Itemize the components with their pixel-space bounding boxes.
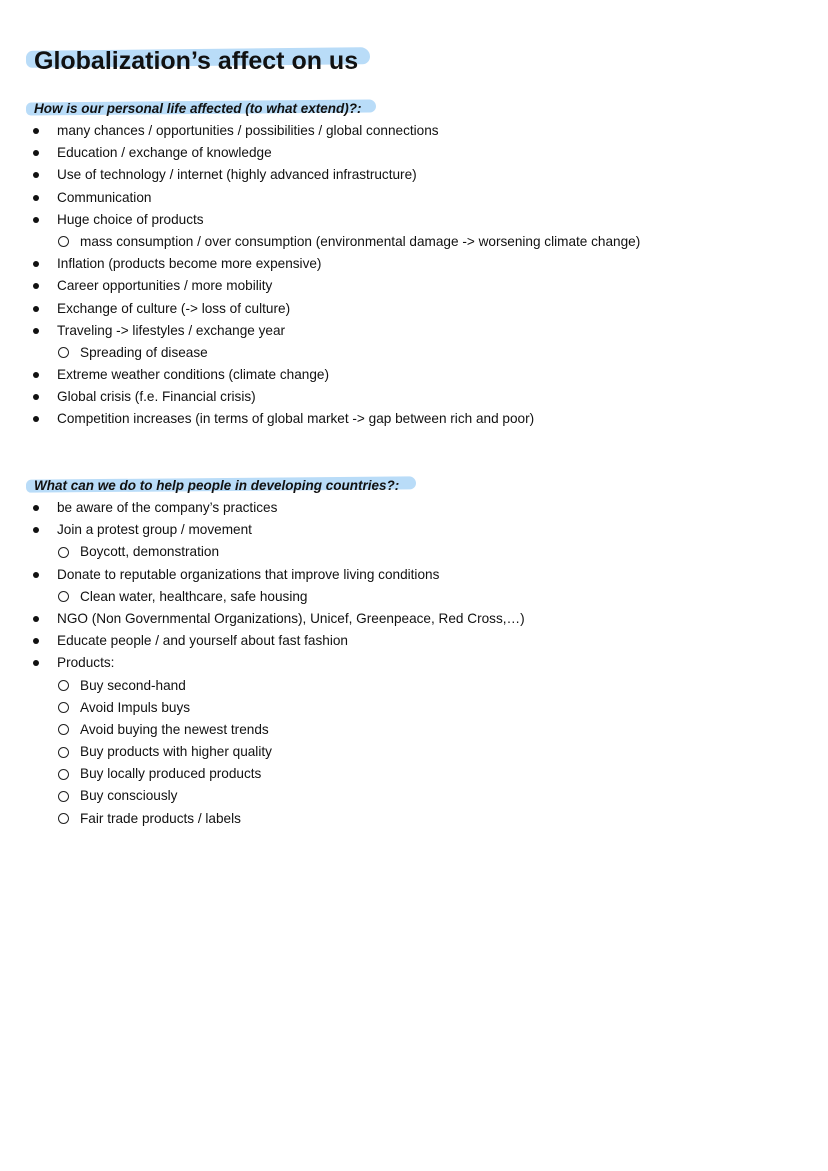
list-item-text: Products: xyxy=(57,655,115,671)
section-heading: What can we do to help people in developing countries?: xyxy=(34,478,400,493)
list-item-text: many chances / opportunities / possibilities / global connections xyxy=(57,123,439,138)
hollow-circle-icon xyxy=(58,813,69,824)
list-item xyxy=(28,187,640,209)
list-item xyxy=(28,519,525,541)
list-item-text: Educate people / and yourself about fast fashion xyxy=(57,633,348,649)
bullet-dot-icon xyxy=(33,217,39,223)
list-item xyxy=(28,408,640,430)
bullet-dot-icon xyxy=(33,394,39,400)
list-item xyxy=(28,120,640,142)
bullet-dot-icon xyxy=(33,150,39,156)
bullet-dot-icon xyxy=(33,306,39,312)
list-item-text: Buy consciously xyxy=(80,788,178,804)
sub-list-item xyxy=(28,785,525,807)
list-item-text: Competition increases (in terms of global market -> gap between rich and poor) xyxy=(57,411,535,427)
sub-list-item xyxy=(28,675,525,697)
list-item-text: Education / exchange of knowledge xyxy=(57,145,272,161)
list-item-text: Traveling -> lifestyles / exchange year xyxy=(57,322,286,338)
list-item-text: Huge choice of products xyxy=(57,211,204,227)
hollow-circle-icon xyxy=(58,591,69,602)
list-item xyxy=(28,253,640,275)
list-item-text: mass consumption / over consumption (environmental damage -> worsening climate change) xyxy=(80,233,641,249)
sub-list-item xyxy=(28,741,525,763)
list-item xyxy=(28,497,525,519)
bullet-list xyxy=(28,120,640,431)
hollow-circle-icon xyxy=(58,347,69,358)
list-item-text: Donate to reputable organizations that improve living conditions xyxy=(57,566,440,582)
list-item xyxy=(28,564,525,586)
list-item xyxy=(28,164,640,186)
list-item-text: Use of technology / internet (highly advanced infrastructure) xyxy=(57,167,417,183)
section-personal-life xyxy=(28,98,640,431)
list-item-text: Buy locally produced products xyxy=(80,766,262,782)
section-heading-block xyxy=(28,475,525,497)
list-item-text: Extreme weather conditions (climate change) xyxy=(57,367,330,383)
list-item xyxy=(28,142,640,164)
list-item xyxy=(28,364,640,386)
bullet-dot-icon xyxy=(33,328,39,334)
list-item xyxy=(28,298,640,320)
hollow-circle-icon xyxy=(58,702,69,713)
list-item xyxy=(28,320,640,342)
hollow-circle-icon xyxy=(58,547,69,558)
bullet-list xyxy=(28,497,525,830)
list-item-text: Avoid Impuls buys xyxy=(80,699,191,715)
sub-list-item xyxy=(28,719,525,741)
list-item-text: Join a protest group / movement xyxy=(57,522,252,538)
list-item-text: Exchange of culture (-> loss of culture) xyxy=(57,300,291,316)
list-item xyxy=(28,386,640,408)
list-item-text: Communication xyxy=(57,189,152,205)
section-help-developing-countries xyxy=(28,475,525,830)
list-item-text: be aware of the company’s practices xyxy=(57,500,278,515)
list-item-text: Career opportunities / more mobility xyxy=(57,278,273,294)
list-item-text: Boycott, demonstration xyxy=(80,544,220,560)
bullet-dot-icon xyxy=(33,372,39,378)
hollow-circle-icon xyxy=(58,680,69,691)
bullet-dot-icon xyxy=(33,128,39,134)
section-heading-block xyxy=(28,98,640,120)
page-title: Globalization’s affect on us xyxy=(34,47,359,75)
list-item-text: Inflation (products become more expensive) xyxy=(57,256,322,272)
sub-list-item xyxy=(28,231,640,253)
bullet-dot-icon xyxy=(33,261,39,267)
list-item-text: Global crisis (f.e. Financial crisis) xyxy=(57,389,256,405)
bullet-dot-icon xyxy=(33,195,39,201)
bullet-dot-icon xyxy=(33,172,39,178)
list-item xyxy=(28,630,525,652)
list-item xyxy=(28,652,525,674)
sub-list-item xyxy=(28,697,525,719)
sub-list-item xyxy=(28,586,525,608)
list-item-text: Clean water, healthcare, safe housing xyxy=(80,588,308,604)
bullet-dot-icon xyxy=(33,638,39,644)
hollow-circle-icon xyxy=(58,747,69,758)
list-item-text: Fair trade products / labels xyxy=(80,810,241,826)
list-item-text: Buy products with higher quality xyxy=(80,744,272,760)
hollow-circle-icon xyxy=(58,724,69,735)
list-item-text: Spreading of disease xyxy=(80,344,208,360)
list-item xyxy=(28,209,640,231)
sub-list-item xyxy=(28,763,525,785)
list-item-text: NGO (Non Governmental Organizations), Unicef, Greenpeace, Red Cross,…) xyxy=(57,610,525,626)
list-item xyxy=(28,608,525,630)
sub-list-item xyxy=(28,541,525,563)
hollow-circle-icon xyxy=(58,769,69,780)
bullet-dot-icon xyxy=(33,527,39,533)
bullet-dot-icon xyxy=(33,416,39,422)
hollow-circle-icon xyxy=(58,791,69,802)
sub-list-item xyxy=(28,808,525,830)
bullet-dot-icon xyxy=(33,572,39,578)
bullet-dot-icon xyxy=(33,283,39,289)
list-item xyxy=(28,275,640,297)
bullet-dot-icon xyxy=(33,505,39,511)
list-item-text: Avoid buying the newest trends xyxy=(80,721,269,737)
bullet-dot-icon xyxy=(33,660,39,666)
section-heading: How is our personal life affected (to what extend)?: xyxy=(34,101,362,116)
list-item-text: Buy second-hand xyxy=(80,677,186,693)
hollow-circle-icon xyxy=(58,236,69,247)
title-block xyxy=(28,44,358,78)
bullet-dot-icon xyxy=(33,616,39,622)
sub-list-item xyxy=(28,342,640,364)
